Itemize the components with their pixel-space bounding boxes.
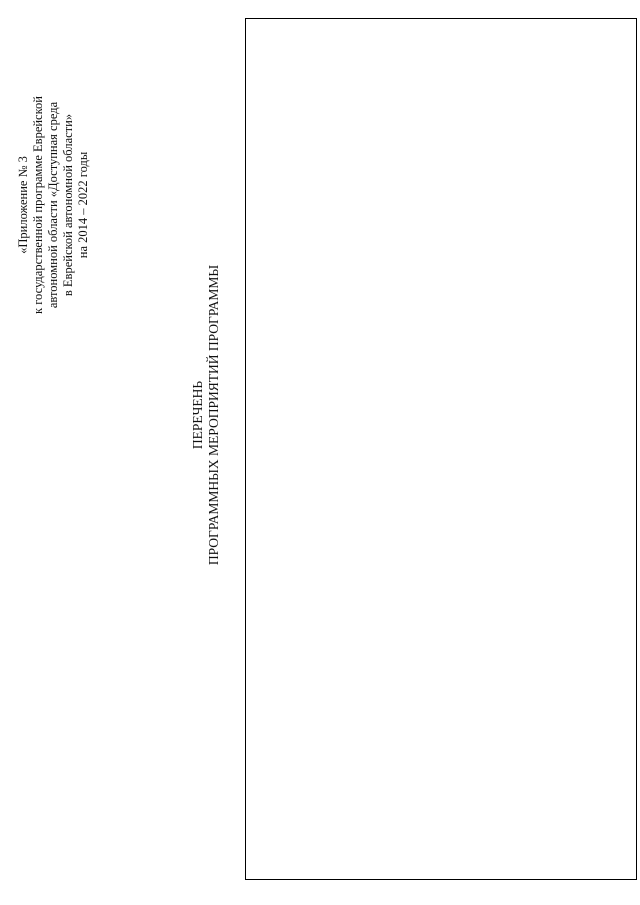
program-table (245, 18, 637, 880)
appendix-line-3: автономной области «Доступная среда (46, 101, 60, 309)
appendix-line-5: на 2014 – 2022 годы (76, 151, 90, 259)
appendix-line-1: «Приложение № 3 (16, 156, 30, 254)
title-line-1: ПЕРЕЧЕНЬ (190, 380, 205, 450)
title-line-2: ПРОГРАММНЫХ МЕРОПРИЯТИЙ ПРОГРАММЫ (206, 264, 221, 566)
appendix-line-2: к государственной программе Еврейской (31, 96, 45, 314)
appendix-header (16, 45, 91, 365)
appendix-line-4: в Еврейской автономной области» (61, 113, 75, 297)
document-title (190, 205, 222, 625)
